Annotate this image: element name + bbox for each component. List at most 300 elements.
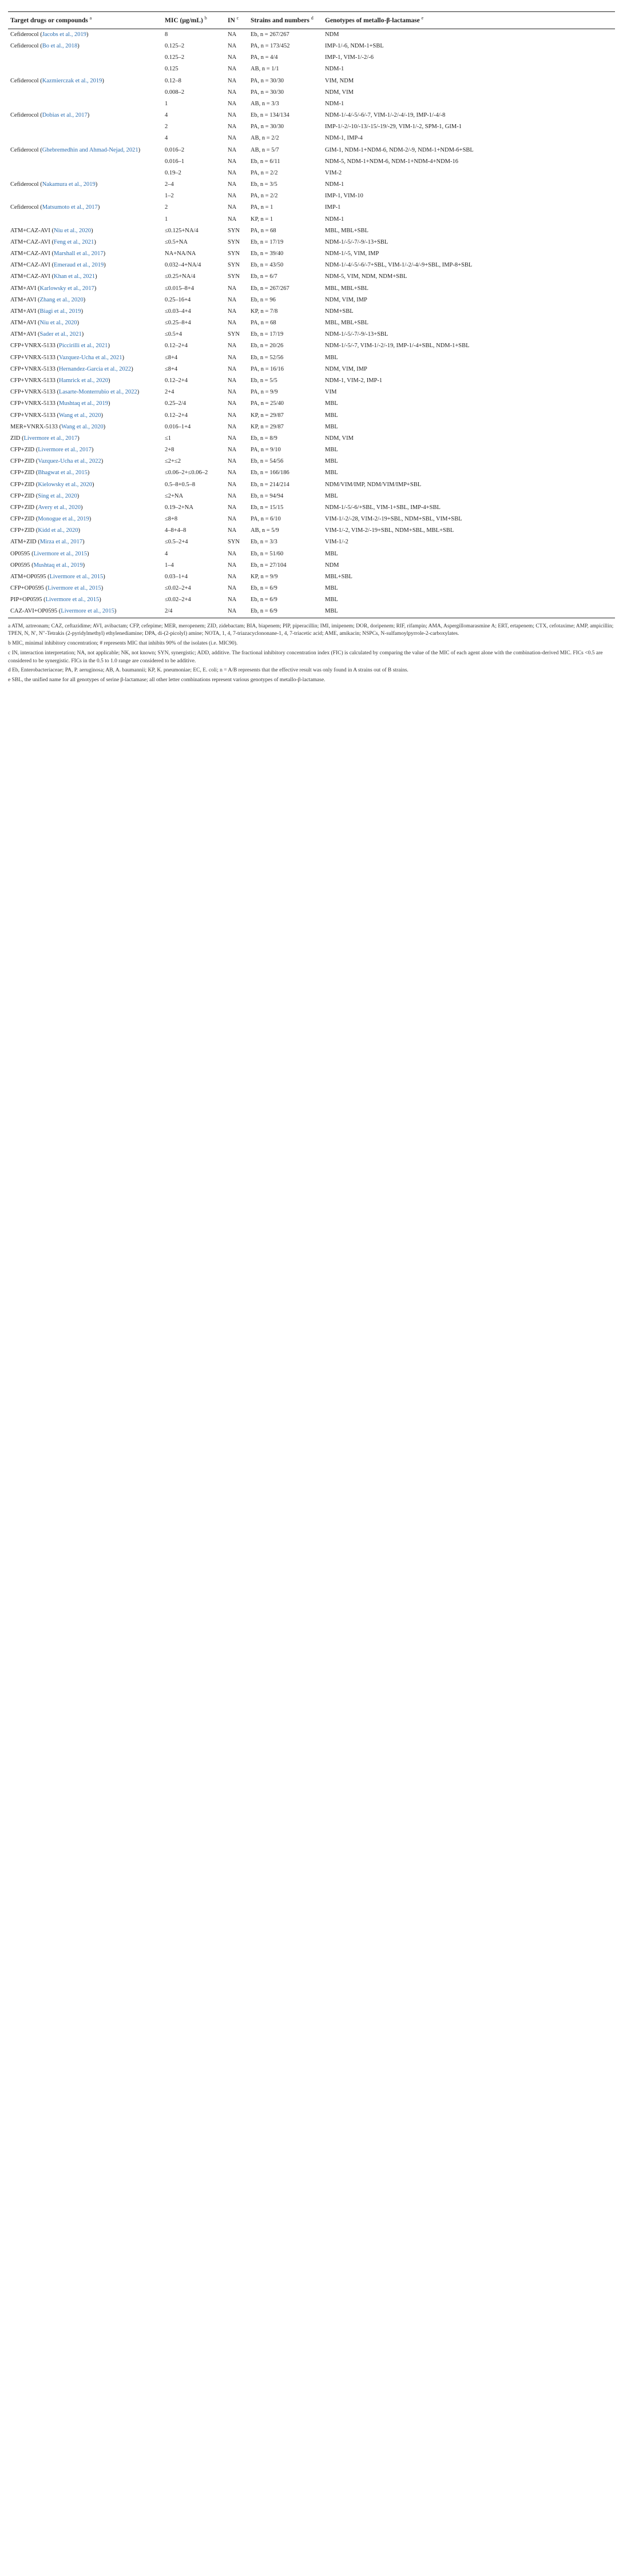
cell-in: NA: [228, 112, 237, 119]
cell-strains: Eb, n = 6/9: [251, 597, 277, 603]
reference-link[interactable]: Jacobs et al., 2019: [42, 31, 86, 38]
cell-strains: PA, n = 2/2: [251, 193, 278, 200]
table-row: [8, 387, 615, 398]
cell-drug: MER+VNRX-5133 (Wang et al., 2020): [10, 423, 106, 430]
cell-mic: ≤0.02–2+4: [165, 597, 191, 603]
cell-genotypes: NDM-5, NDM-1+NDM-6, NDM-1+NDM-4+NDM-16: [325, 158, 459, 165]
reference-link[interactable]: Zhang et al., 2020: [39, 296, 84, 303]
cell-in: NA: [228, 308, 237, 315]
cell-drug: CFP+OP0595 (Livermore et al., 2015): [10, 585, 104, 592]
cell-drug: [8, 52, 162, 63]
cell-genotypes: NDM-1: [325, 100, 344, 107]
cell-drug: ATM+CAZ-AVI (Marshall et al., 2017): [10, 251, 106, 257]
cell-strains: PA, n = 30/30: [251, 77, 284, 84]
reference-link[interactable]: Kielowsky et al., 2020: [38, 481, 93, 488]
cell-drug: ATM+CAZ-AVI (Feng et al., 2021): [10, 238, 96, 245]
table-row: [8, 514, 615, 525]
cell-in: NA: [225, 606, 248, 618]
reference-link[interactable]: Livermore et al., 2015: [47, 585, 101, 592]
table-row: [8, 237, 615, 248]
cell-genotypes: NDM/VIM/IMP, NDM/VIM/IMP+SBL: [325, 481, 422, 488]
cell-drug: CFP+ZID (Monogue et al., 2019): [10, 516, 92, 523]
cell-mic: ≤0.5+NA: [165, 238, 188, 245]
cell-strains: Eb, n = 267/267: [251, 31, 289, 38]
footnote: e SBL, the unified name for all genotypes of serine β-lactamase; all other letter combinations represent various genotypes of metallo-β-lactamase.: [8, 677, 326, 683]
drug-name: Cefiderocol: [10, 31, 39, 38]
reference-link[interactable]: Avery et al., 2020: [38, 504, 81, 511]
table-row: [8, 87, 615, 98]
table-row: [8, 190, 615, 202]
table-row: [8, 260, 615, 271]
cell-in: NA: [228, 146, 237, 153]
table-row: [8, 29, 615, 41]
cell-strains: AB, n = 1/1: [251, 66, 279, 73]
table-row: [8, 121, 615, 133]
reference-link[interactable]: Livermore et al., 2015: [49, 573, 104, 580]
cell-mic: 4–8+4–8: [165, 527, 186, 534]
cell-strains: Eb, n = 52/56: [251, 354, 284, 361]
cell-genotypes: MBL: [325, 400, 338, 407]
cell-strains: AB, n = 2/2: [251, 135, 279, 142]
table-row: [8, 156, 615, 168]
cell-mic: 0.12–2+4: [165, 343, 188, 349]
cell-mic: ≤1: [165, 435, 172, 442]
reference-link[interactable]: Livermore et al., 2015: [33, 550, 88, 557]
cell-strains: PA, n = 4/4: [251, 54, 278, 61]
cell-drug: CFP+ZID (Kidd et al., 2020): [10, 527, 81, 534]
cell-genotypes: GIM-1, NDM-1+NDM-6, NDM-2/-9, NDM-1+NDM-6+SBL: [325, 146, 474, 153]
cell-mic: 0.12–2+4: [165, 412, 188, 419]
reference-link[interactable]: Matsumoto et al., 2017: [42, 204, 98, 211]
table-row: [8, 225, 615, 237]
cell-drug: [8, 168, 162, 179]
cell-mic: 2+4: [165, 389, 174, 396]
cell-in: SYN: [228, 273, 240, 280]
footnote: d Eb, Enterobacteriaceae; PA, P. aeruginosa; AB, A. baumannii; KP, K. pneumoniae; EC, E. coli; n = A/B represents that the effective result was only found in A strains out of B strains.: [8, 667, 408, 674]
cell-drug: ATM+CAZ-AVI (Emeraud et al., 2019): [10, 262, 106, 269]
cell-mic: ≤8+8: [165, 516, 178, 523]
table-row: [8, 271, 615, 283]
cell-drug: [8, 121, 162, 133]
cell-strains: Eb, n = 20/26: [251, 343, 284, 349]
cell-genotypes: NDM-1/-5, VIM, IMP: [325, 251, 379, 257]
cell-drug: ATM+ZID (Mirza et al., 2017): [10, 539, 85, 546]
cell-genotypes: NDM-1/-4/-5/-6/-7+SBL, VIM-1/-2/-4/-9+SBL, IMP-8+SBL: [325, 262, 473, 269]
cell-drug: [8, 87, 162, 98]
reference-link[interactable]: Livermore et al., 2017: [38, 447, 92, 454]
cell-mic: 0.25–2/4: [165, 400, 186, 407]
cell-strains: PA, n = 16/16: [251, 365, 284, 372]
drug-name: ZID: [10, 435, 21, 442]
cell-strains: PA, n = 6/10: [251, 516, 281, 523]
drug-name: ATM+CAZ-AVI: [10, 251, 50, 257]
cell-strains: Eb, n = 6/9: [251, 585, 277, 592]
cell-genotypes: MBL: [325, 550, 338, 557]
cell-mic: 0.12–2+4: [165, 377, 188, 384]
cell-mic: 0.25–16+4: [165, 296, 191, 303]
reference-link[interactable]: Vazquez-Ucha et al., 2022: [38, 458, 101, 465]
reference-link[interactable]: Karlowsky et al., 2017: [39, 285, 94, 292]
cell-drug: OP0595 (Livermore et al., 2015): [10, 550, 89, 557]
table-row: [8, 444, 615, 456]
table-row: [8, 548, 615, 560]
cell-in: NA: [228, 100, 237, 107]
cell-drug: CFP+VNRX-5133 (Lasarte-Monterrubio et al., 2022): [10, 389, 140, 396]
drug-name: ATM+AVI: [10, 285, 37, 292]
cell-mic: ≤0.02–2+4: [165, 585, 191, 592]
reference-link[interactable]: Lasarte-Monterrubio et al., 2022: [58, 389, 137, 396]
cell-strains: PA, n = 1: [251, 204, 273, 211]
cell-strains: KP, n = 7/8: [251, 308, 278, 315]
drug-name: Cefiderocol: [10, 112, 39, 119]
drug-name: ATM+AVI: [10, 331, 37, 338]
cell-genotypes: IMP-1, VIM-1/-2/-6: [325, 54, 374, 61]
cell-strains: Eb, n = 17/19: [251, 238, 284, 245]
cell-genotypes: VIM-1/-2, VIM-2/-19+SBL, NDM+SBL, MBL+SBL: [325, 527, 454, 534]
reference-link[interactable]: Emeraud et al., 2019: [54, 262, 104, 269]
table-row: [8, 63, 615, 75]
reference-link[interactable]: Niu et al., 2020: [54, 227, 92, 234]
cell-mic: ≤8+4: [165, 365, 178, 372]
cell-mic: 2–4: [165, 181, 174, 188]
cell-genotypes: MBL: [325, 470, 338, 476]
drug-name: CFP+ZID: [10, 504, 35, 511]
cell-in: NA: [228, 320, 237, 327]
cell-mic: 1: [165, 100, 168, 107]
cell-strains: Eb, n = 94/94: [251, 492, 284, 499]
cell-drug: CFP+ZID (Vazquez-Ucha et al., 2022): [10, 458, 104, 465]
cell-strains: Eb, n = 15/15: [251, 504, 284, 511]
cell-strains: Eb, n = 214/214: [251, 481, 289, 488]
cell-mic: ≤2+≤2: [165, 458, 181, 465]
drug-name: OP0595: [10, 550, 30, 557]
cell-genotypes: IMP-1, VIM-10: [325, 193, 363, 200]
cell-in: NA: [228, 181, 237, 188]
cell-strains: AB, n = 5/7: [251, 146, 279, 153]
cell-in: NA: [228, 597, 237, 603]
cell-in: NA: [228, 447, 237, 454]
cell-in: NA: [228, 573, 237, 580]
table-row: [8, 248, 615, 260]
page: [0, 0, 623, 698]
cell-in: NA: [228, 562, 237, 569]
cell-strains: Eb, n = 166/186: [251, 470, 289, 476]
table-row: [8, 145, 615, 156]
cell-mic: 0.03–1+4: [165, 573, 188, 580]
cell-genotypes: MBL+SBL: [325, 573, 352, 580]
drug-name: CFP+ZID: [10, 447, 35, 454]
cell-strains: Eb, n = 3/3: [251, 539, 277, 546]
cell-genotypes: MBL, MBL+SBL: [325, 227, 368, 234]
cell-drug: ATM+AVI (Niu et al., 2020): [10, 320, 80, 327]
cell-in: NA: [228, 423, 237, 430]
cell-strains: Eb, n = 134/134: [251, 112, 289, 119]
cell-genotypes: IMP-1: [325, 204, 341, 211]
cell-strains: PA, n = 68: [251, 320, 276, 327]
cell-mic: 0.19–2: [165, 169, 181, 176]
cell-in: NA: [228, 550, 237, 557]
cell-in: NA: [228, 354, 237, 361]
cell-drug: ATM+CAZ-AVI (Niu et al., 2020): [10, 227, 93, 234]
cell-genotypes: MBL: [325, 354, 338, 361]
header-in: IN $^c$: [225, 12, 248, 29]
reference-link[interactable]: Niu et al., 2020: [39, 320, 77, 327]
reference-link[interactable]: Hernandez-Garcia et al., 2022: [58, 365, 132, 372]
drug-name: ATM+AVI: [10, 320, 37, 327]
cell-strains: Eb, n = 6/7: [251, 273, 277, 280]
reference-link[interactable]: Nakamura et al., 2019: [42, 181, 96, 188]
cell-drug: CFP+ZID (Bhagwat et al., 2015): [10, 470, 90, 476]
header-genotypes: Genotypes of metallo-β-lactamase $^e$: [323, 12, 615, 29]
cell-drug: ZID (Livermore et al., 2017): [10, 435, 80, 442]
cell-in: NA: [228, 135, 237, 142]
table-row: [8, 375, 615, 387]
table-row: [8, 571, 615, 583]
cell-drug: PIP+OP0595 (Livermore et al., 2015): [10, 597, 101, 603]
cell-in: NA: [228, 389, 237, 396]
cell-in: NA: [228, 43, 237, 49]
reference-link[interactable]: Bhagwat et al., 2015: [38, 470, 88, 476]
cell-in: NA: [228, 492, 237, 499]
cell-genotypes: NDM, VIM, IMP: [325, 296, 367, 303]
reference-link[interactable]: Khan et al., 2021: [54, 273, 96, 280]
reference-link[interactable]: Kidd et al., 2020: [38, 527, 78, 534]
drug-name: ATM+AVI: [10, 308, 37, 315]
cell-drug: CFP+ZID (Sing et al., 2020): [10, 492, 80, 499]
cell-genotypes: MBL: [325, 447, 338, 454]
table-row: [8, 422, 615, 433]
cell-in: NA: [228, 204, 237, 211]
drug-name: CAZ-AVI+OP0595: [10, 608, 58, 615]
cell-in: NA: [228, 504, 237, 511]
cell-strains: Eb, n = 17/19: [251, 331, 284, 338]
table-row: [8, 52, 615, 63]
cell-genotypes: NDM+SBL: [325, 308, 354, 315]
cell-strains: Eb, n = 54/56: [251, 458, 284, 465]
cell-strains: Eb, n = 6/9: [248, 606, 323, 618]
cell-mic: 0.125–2: [165, 43, 185, 49]
table-row: [8, 75, 615, 87]
cell-strains: Eb, n = 96: [251, 296, 276, 303]
cell-genotypes: NDM-1/-5/-7/-9/-13+SBL: [325, 238, 388, 245]
cell-genotypes: VIM, NDM: [325, 77, 354, 84]
cell-in: NA: [228, 481, 237, 488]
table-row: [8, 594, 615, 606]
table-row: [8, 283, 615, 295]
cell-drug: [8, 214, 162, 225]
reference-link[interactable]: Ghebremedhin and Ahmad-Nejad, 2021: [42, 146, 138, 153]
drug-name: CFP+ZID: [10, 470, 35, 476]
drug-name: CFP+VNRX-5133: [10, 400, 55, 407]
cell-mic: 4: [165, 550, 168, 557]
cell-genotypes: MBL: [325, 585, 338, 592]
cell-in: NA: [228, 343, 237, 349]
cell-drug: OP0595 (Mushtaq et al., 2019): [10, 562, 85, 569]
table-row: [8, 168, 615, 179]
cell-mic: 8: [165, 31, 168, 38]
cell-strains: Eb, n = 8/9: [251, 435, 277, 442]
cell-genotypes: NDM: [325, 562, 339, 569]
cell-strains: AB, n = 5/9: [251, 527, 279, 534]
cell-genotypes: NDM-1: [325, 66, 344, 73]
drug-name: CFP+VNRX-5133: [10, 343, 55, 349]
drug-name: CFP+VNRX-5133: [10, 412, 55, 419]
table-row: [8, 364, 615, 375]
table-row: [8, 41, 615, 52]
cell-drug: ATM+AVI (Karlowsky et al., 2017): [10, 285, 97, 292]
cell-mic: 0.19–2+NA: [165, 504, 193, 511]
cell-strains: Eb, n = 27/104: [251, 562, 287, 569]
cell-strains: Eb, n = 43/50: [251, 262, 284, 269]
cell-genotypes: IMP-1/-6, NDM-1+SBL: [325, 43, 384, 49]
table-row: [8, 179, 615, 190]
cell-strains: PA, n = 173/452: [251, 43, 290, 49]
reference-link[interactable]: Mushtaq et al., 2019: [58, 400, 109, 407]
cell-in: NA: [228, 77, 237, 84]
cell-genotypes: MBL: [325, 412, 338, 419]
header-strains: Strains and numbers $^d$: [248, 12, 323, 29]
cell-in: NA: [228, 470, 237, 476]
cell-strains: KP, n = 9/9: [251, 573, 278, 580]
header-mic: MIC (μg/mL) $^b$: [162, 12, 225, 29]
drug-name: Cefiderocol: [10, 204, 39, 211]
drug-name: CFP+ZID: [10, 516, 35, 523]
cell-strains: PA, n = 30/30: [251, 124, 284, 130]
footnote: b MIC, minimal inhibitory concentration; # represents MIC that inhibits 90% of the isolates (i.e. MIC90).: [8, 641, 238, 647]
cell-strains: Eb, n = 5/5: [251, 377, 277, 384]
table-row: [8, 133, 615, 144]
cell-mic: 0.125–2: [165, 54, 185, 61]
cell-mic: 4: [165, 112, 168, 119]
cell-mic: 0.12–8: [165, 77, 181, 84]
drug-name: CFP+VNRX-5133: [10, 365, 55, 372]
cell-drug: CFP+ZID (Avery et al., 2020): [10, 504, 83, 511]
cell-in: SYN: [228, 238, 240, 245]
cell-mic: 2/4: [162, 606, 225, 618]
cell-mic: 0.016–1: [165, 158, 185, 165]
reference-link[interactable]: Piccirilli et al., 2021: [58, 343, 108, 349]
table-row: [8, 306, 615, 317]
cell-genotypes: NDM-1, IMP-4: [325, 135, 363, 142]
cell-mic: 0.016–1+4: [165, 423, 191, 430]
reference-link[interactable]: Wang et al., 2020: [61, 423, 104, 430]
table-row: [8, 329, 615, 340]
cell-genotypes: NDM-5, VIM, NDM, NDM+SBL: [325, 273, 407, 280]
cell-strains: Eb, n = 51/60: [251, 550, 284, 557]
reference-link[interactable]: Hamrick et al., 2020: [58, 377, 108, 384]
cell-genotypes: NDM, VIM: [325, 435, 354, 442]
reference-link[interactable]: Dobias et al., 2017: [42, 112, 88, 119]
cell-genotypes: MBL: [323, 606, 615, 618]
cell-drug: Cefiderocol (Kazmierczak et al., 2019): [10, 77, 104, 84]
cell-drug: CFP+VNRX-5133 (Hamrick et al., 2020): [10, 377, 110, 384]
drug-name: ATM+AVI: [10, 296, 37, 303]
cell-in: NA: [228, 400, 237, 407]
cell-drug: [8, 98, 162, 110]
cell-genotypes: MBL: [325, 597, 338, 603]
cell-genotypes: NDM-1: [325, 216, 344, 222]
footnotes: [8, 623, 615, 685]
table-row: [8, 456, 615, 467]
cell-genotypes: MBL: [325, 492, 338, 499]
table-row: [8, 352, 615, 364]
reference-link[interactable]: Biagi et al., 2019: [39, 308, 81, 315]
cell-mic: ≤0.06–2+≤0.06–2: [165, 470, 208, 476]
table-row: [8, 467, 615, 479]
table-row: [8, 525, 615, 536]
cell-drug: Cefiderocol (Ghebremedhin and Ahmad-Nejad, 2021): [10, 146, 141, 153]
cell-strains: Eb, n = 39/40: [251, 251, 284, 257]
cell-strains: PA, n = 9/9: [251, 389, 278, 396]
table-row: [8, 214, 615, 225]
footnote: c IN, interaction interpretation; NA, not applicable; NK, not known; SYN, synergistic; ADD, additive. The fractional inhibitory concentration index (FIC) is calculated by comparing the value of the MIC of each agent alone with the combination-derived MIC. FICs <0.5 are considered to be synergistic. FICs in the 0.5 to 1.0 range are considered to be additive.: [8, 650, 603, 664]
reference-link[interactable]: Livermore et al., 2015: [45, 597, 100, 603]
reference-link[interactable]: Livermore et al., 2015: [61, 608, 114, 615]
reference-link[interactable]: Wang et al., 2020: [58, 412, 101, 419]
cell-genotypes: NDM, VIM: [325, 89, 354, 96]
cell-strains: PA, n = 9/10: [251, 447, 281, 454]
cell-drug: [8, 133, 162, 144]
cell-in: NA: [228, 66, 237, 73]
cell-genotypes: NDM-1/-5/-7, VIM-1/-2/-19, IMP-1/-4+SBL, NDM-1+SBL: [325, 343, 470, 349]
reference-link[interactable]: Kazmierczak et al., 2019: [42, 77, 102, 84]
cell-strains: KP, n = 29/87: [251, 412, 284, 419]
cell-mic: 4: [165, 135, 168, 142]
reference-link[interactable]: Feng et al., 2021: [54, 238, 94, 245]
reference-link[interactable]: Mushtaq et al., 2019: [33, 562, 83, 569]
reference-link[interactable]: Monogue et al., 2019: [38, 516, 89, 523]
cell-genotypes: IMP-1/-2/-10/-13/-15/-19/-29, VIM-1/-2, SPM-1, GIM-1: [325, 124, 462, 130]
cell-drug: [8, 63, 162, 75]
reference-link[interactable]: Livermore et al., 2017: [23, 435, 78, 442]
table-row: [8, 583, 615, 594]
cell-genotypes: MBL, MBL+SBL: [325, 285, 368, 292]
drug-name: PIP+OP0595: [10, 597, 42, 603]
cell-mic: ≤8+4: [165, 354, 178, 361]
cell-drug: [8, 190, 162, 202]
cell-mic: ≤0.015–8+4: [165, 285, 195, 292]
reference-link[interactable]: Mirza et al., 2017: [39, 539, 83, 546]
cell-drug: Cefiderocol (Jacobs et al., 2019): [10, 31, 89, 38]
reference-link[interactable]: Bo et al., 2018: [42, 43, 78, 49]
cell-strains: Eb, n = 3/5: [251, 181, 277, 188]
reference-link[interactable]: Sing et al., 2020: [38, 492, 77, 499]
cell-in: NA: [228, 193, 237, 200]
cell-in: NA: [228, 435, 237, 442]
table-row: [8, 502, 615, 514]
cell-drug: Cefiderocol (Nakamura et al., 2019): [10, 181, 98, 188]
footnote: a ATM, aztreonam; CAZ, ceftazidime; AVI, avibactam; CFP, cefepime; MER, meropenem; ZID, zidebactam; BIA, biapenem; PIP, piperacillin; IMI, imipenem; DOR, doripenem; RIF, rifampin; AMA, Aspergillomarasmine A; ERT, ertapenem; CTX, cefotaxime; AMP, ampicillin; TPEN, N, N′, N′′-Tetrakis (2-pyridylmethyl) ethylenediamine; DPA, di-(2-picolyl) amine; NOTA, 1, 4, 7-triazacyclononane-1, 4, 7-triacetic acid; AME, amikacin; NSPCs, N-sulfamoylpyrrole-2-carboxylates.: [8, 623, 614, 637]
cell-mic: 2: [165, 124, 168, 130]
drug-name: CFP+VNRX-5133: [10, 377, 55, 384]
cell-drug: ATM+OP0595 (Livermore et al., 2015): [10, 573, 105, 580]
reference-link[interactable]: Marshall et al., 2017: [54, 251, 104, 257]
drug-name: CFP+ZID: [10, 481, 35, 488]
cell-in: SYN: [228, 539, 240, 546]
reference-link[interactable]: Vazquez-Ucha et al., 2021: [58, 354, 122, 361]
drug-name: CFP+VNRX-5133: [10, 389, 55, 396]
cell-mic: 0.016–2: [165, 146, 185, 153]
cell-genotypes: NDM-1/-5/-6/+SBL, VIM-1+SBL, IMP-4+SBL: [325, 504, 441, 511]
cell-genotypes: VIM-1/-2: [325, 539, 348, 546]
cell-genotypes: NDM: [325, 31, 339, 38]
table-row: [8, 606, 615, 618]
cell-strains: PA, n = 68: [251, 227, 276, 234]
drug-name: CFP+OP0595: [10, 585, 45, 592]
table-row: [8, 433, 615, 444]
reference-link[interactable]: Sader et al., 2021: [39, 331, 82, 338]
drug-name: ATM+ZID: [10, 539, 37, 546]
